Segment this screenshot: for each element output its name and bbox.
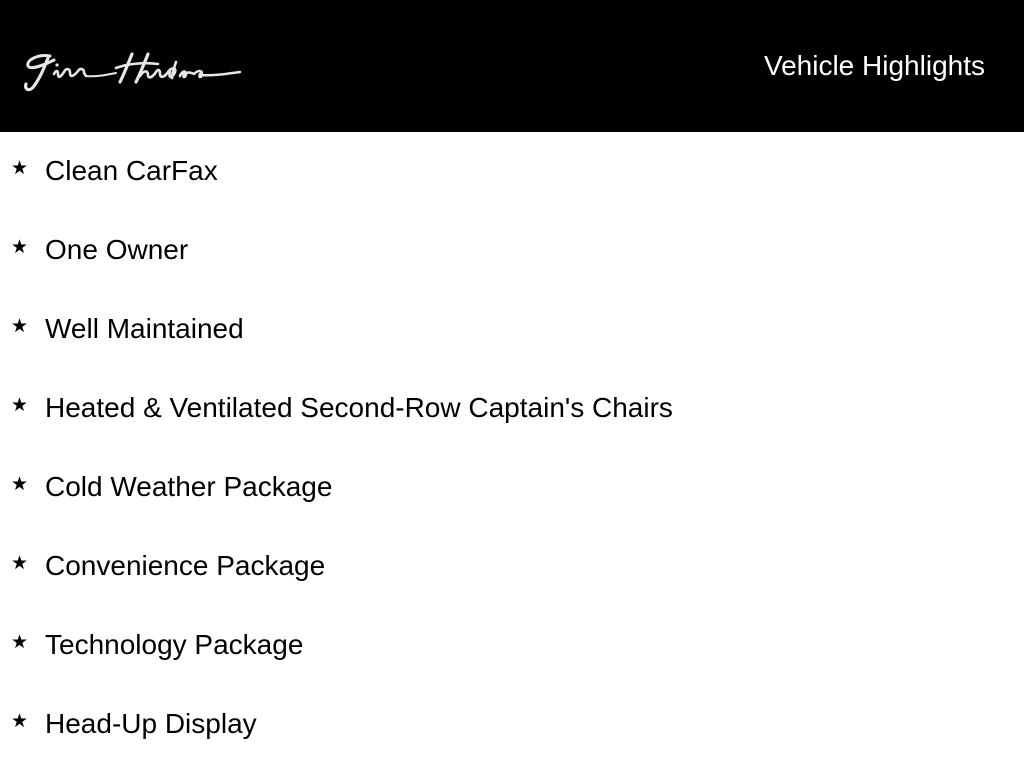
highlight-label: Heated & Ventilated Second-Row Captain's Chairs (45, 392, 673, 423)
star-icon: ★ (11, 236, 29, 258)
header-bar (0, 0, 1024, 132)
highlight-label: Technology Package (45, 629, 304, 660)
highlight-item (0, 369, 1024, 448)
star-icon: ★ (11, 157, 29, 179)
highlight-label: Head-Up Display (45, 708, 257, 739)
highlight-label: Cold Weather Package (45, 471, 333, 502)
highlight-item (0, 211, 1024, 290)
star-icon: ★ (11, 631, 29, 653)
highlight-item (0, 132, 1024, 211)
highlight-item (0, 448, 1024, 527)
highlight-item (0, 290, 1024, 369)
star-icon: ★ (11, 473, 29, 495)
highlight-label: Well Maintained (45, 313, 244, 344)
highlight-label: One Owner (45, 234, 189, 265)
highlight-item (0, 606, 1024, 685)
page-title: Vehicle Highlights (763, 50, 985, 81)
highlight-item (0, 685, 1024, 764)
vehicle-highlights-list (0, 132, 1024, 764)
star-icon: ★ (11, 710, 29, 732)
highlight-item (0, 527, 1024, 606)
highlight-label: Convenience Package (45, 550, 326, 581)
star-icon: ★ (11, 315, 29, 337)
star-icon: ★ (11, 552, 29, 574)
dealer-logo (20, 46, 244, 96)
star-icon: ★ (11, 394, 29, 416)
highlight-label: Clean CarFax (45, 155, 218, 186)
signature-logo-graphic (20, 46, 244, 96)
